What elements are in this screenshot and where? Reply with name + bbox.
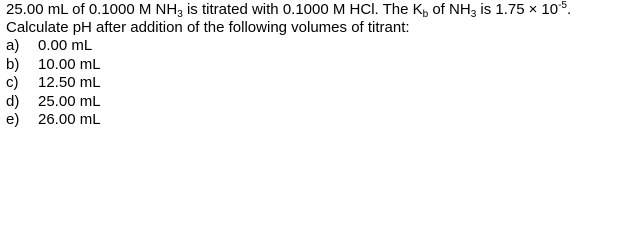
option-value: 25.00 mL <box>38 92 101 110</box>
option-value: 0.00 mL <box>38 37 93 54</box>
exponent: -5 <box>558 0 567 11</box>
problem-statement <box>6 0 620 19</box>
statement-seg-4: is 1.75 <box>476 1 525 18</box>
option-letter: c) <box>6 74 19 91</box>
option-value: 26.00 mL <box>38 111 101 128</box>
option-value: 10.00 mL <box>38 55 101 73</box>
option-value: 12.50 mL <box>38 74 101 91</box>
options-list <box>6 37 620 130</box>
problem-text <box>6 0 620 130</box>
statement-seg-1: 25.00 mL of 0.1000 M NH <box>6 1 178 18</box>
option-letter: d) <box>6 92 20 110</box>
option-c <box>6 74 620 93</box>
option-d <box>6 93 620 112</box>
statement-seg-3: of NH <box>428 1 471 18</box>
option-letter: b) <box>6 55 20 73</box>
subscript-3: 3 <box>177 9 183 20</box>
option-letter: a) <box>6 37 20 54</box>
option-b <box>6 56 620 75</box>
statement-seg-2: is titrated with 0.1000 M HCl. The K <box>182 1 423 18</box>
statement-seg-5: 10 <box>541 1 559 18</box>
times-sign: × <box>528 1 538 18</box>
statement-period: . <box>566 1 572 18</box>
option-e <box>6 111 620 130</box>
subscript-3: 3 <box>470 9 477 20</box>
option-a <box>6 37 620 56</box>
instruction-line: Calculate pH after addition of the following volumes of titrant: <box>6 19 410 36</box>
option-letter: e) <box>6 111 20 128</box>
subscript-b: b <box>422 9 429 20</box>
